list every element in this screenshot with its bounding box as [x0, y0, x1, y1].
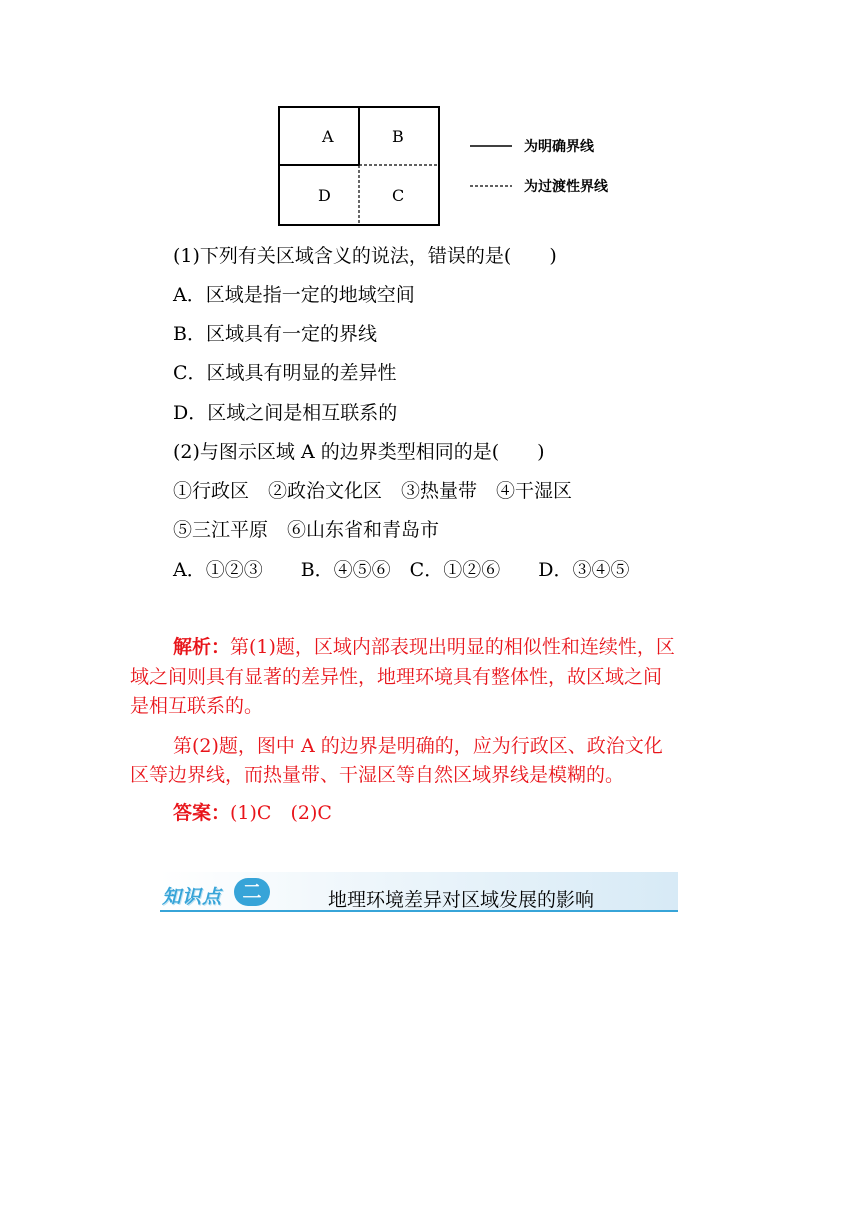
knowledge-point-badge: 知识点 [162, 886, 223, 908]
question-1-option-d: D．区域之间是相互联系的 [173, 402, 398, 424]
analysis-paragraph-1-line-3: 是相互联系的。 [130, 695, 264, 717]
region-boundary-diagram [278, 106, 440, 226]
cell-label-c: C [392, 186, 405, 205]
question-1-stem: (1)下列有关区域含义的说法，错误的是( ) [173, 245, 557, 267]
analysis-paragraph-1-line-2: 域之间则具有显著的差异性，地理环境具有整体性，故区域之间 [130, 666, 663, 688]
analysis-text-1: 第(1)题，区域内部表现出明显的相似性和连续性，区 [230, 636, 675, 658]
cell-label-d: D [318, 186, 331, 205]
section-header [160, 872, 678, 914]
question-2-stem: (2)与图示区域 A 的边界类型相同的是( ) [173, 441, 545, 463]
legend-solid-label: 为明确界线 [524, 139, 594, 155]
diagram-legend [468, 134, 638, 200]
cell-label-a: A [322, 127, 334, 146]
question-1-option-a: A．区域是指一定的地域空间 [173, 284, 415, 306]
knowledge-point-number: 二 [234, 878, 270, 906]
question-2-choices: A．①②③ B．④⑤⑥ C．①②⑥ D．③④⑤ [173, 559, 630, 581]
question-1-option-b: B．区域具有一定的界线 [173, 323, 377, 345]
question-2-items-line-2: ⑤三江平原 ⑥山东省和青岛市 [173, 519, 440, 541]
analysis-paragraph-2-line-2: 区等边界线，而热量带、干湿区等自然区域界线是模糊的。 [130, 764, 625, 786]
analysis-paragraph-2-line-1: 第(2)题，图中 A 的边界是明确的，应为行政区、政治文化 [173, 735, 663, 757]
analysis-paragraph-1-line-1 [173, 634, 675, 660]
question-2-items-line-1: ①行政区 ②政治文化区 ③热量带 ④干湿区 [173, 480, 573, 502]
cell-label-b: B [392, 127, 404, 146]
question-1-option-c: C．区域具有明显的差异性 [173, 362, 397, 384]
answer-label: 答案： [173, 802, 231, 824]
answer-text: (1)C (2)C [230, 802, 332, 824]
answer-line [173, 800, 332, 826]
analysis-label: 解析： [173, 636, 231, 658]
section-title: 地理环境差异对区域发展的影响 [328, 889, 595, 911]
legend-dashed-label: 为过渡性界线 [524, 179, 608, 195]
